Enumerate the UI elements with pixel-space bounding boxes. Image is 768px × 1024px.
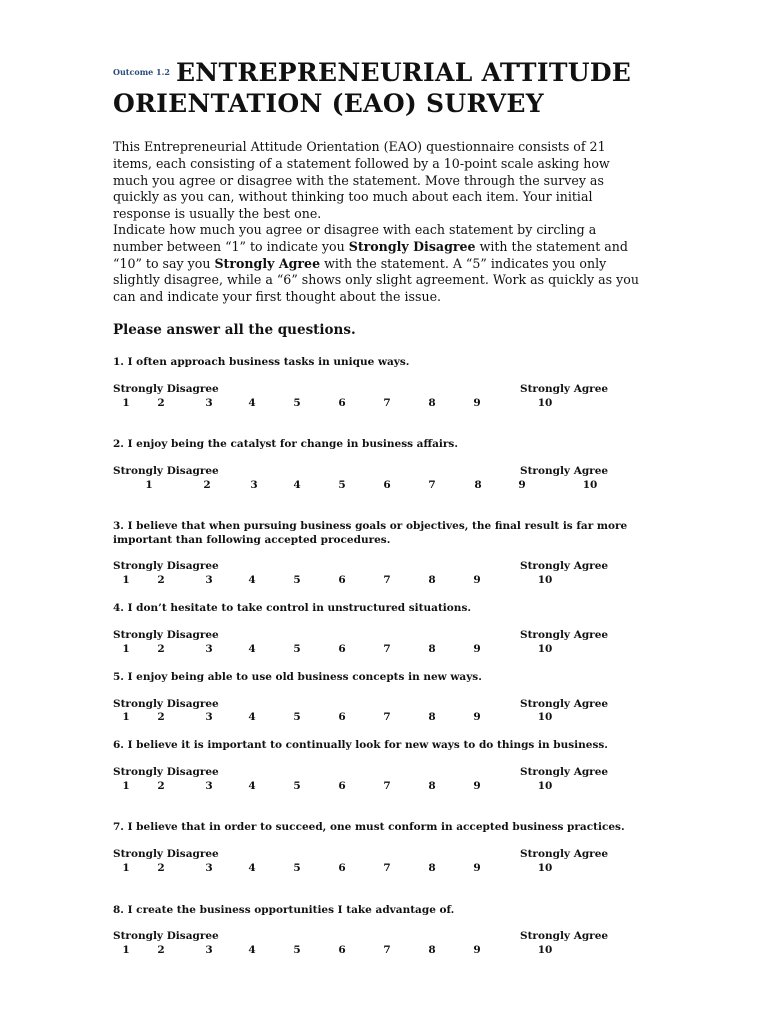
q2-rating-10[interactable]: 10 [582, 479, 598, 491]
q2-rating-1[interactable]: 1 [145, 479, 153, 491]
q8-rating-2[interactable]: 2 [157, 944, 165, 956]
q8-rating-3[interactable]: 3 [205, 944, 213, 956]
q8-rating-1[interactable]: 1 [122, 944, 130, 956]
q2-strongly-agree-label: Strongly Agree [520, 465, 609, 477]
q6-rating-3[interactable]: 3 [205, 780, 213, 792]
q3-rating-8[interactable]: 8 [428, 574, 436, 586]
q5-rating-3[interactable]: 3 [205, 711, 213, 723]
question-7: 7. I believe that in order to succeed, one must conform in accepted business practices. [113, 821, 625, 833]
q5-rating-7[interactable]: 7 [383, 711, 391, 723]
q4-rating-10[interactable]: 10 [537, 643, 553, 655]
q6-rating-7[interactable]: 7 [383, 780, 391, 792]
q6-rating-2[interactable]: 2 [157, 780, 165, 792]
q4-strongly-disagree-label: Strongly Disagree [113, 629, 219, 641]
intro-paragraph-2: Indicate how much you agree or disagree with each statement by circling a number between “1” to indicate you Strongly Disagree with the statement and “10” to say you Strongly Agree with the statement. A “5” indicates you only slightly disagree, while a “6” shows only slight agreement. Work as quickly as you can and indicate your first thought about the issue. [113, 222, 639, 305]
q7-rating-9[interactable]: 9 [473, 862, 481, 874]
q8-rating-6[interactable]: 6 [338, 944, 346, 956]
q7-rating-5[interactable]: 5 [293, 862, 301, 874]
q5-rating-10[interactable]: 10 [537, 711, 553, 723]
q4-rating-6[interactable]: 6 [338, 643, 346, 655]
q8-rating-5[interactable]: 5 [293, 944, 301, 956]
question-3: 3. I believe that when pursuing business goals or objectives, the final result is far more important than following accepted procedures. [113, 520, 628, 546]
q4-rating-2[interactable]: 2 [157, 643, 165, 655]
q8-rating-4[interactable]: 4 [248, 944, 256, 956]
q3-rating-1[interactable]: 1 [122, 574, 130, 586]
strongly-disagree-emphasis: Strongly Disagree [348, 238, 476, 254]
q1-strongly-disagree-label: Strongly Disagree [113, 383, 219, 395]
q5-rating-1[interactable]: 1 [122, 711, 130, 723]
q5-rating-9[interactable]: 9 [473, 711, 481, 723]
q7-rating-10[interactable]: 10 [537, 862, 553, 874]
q7-strongly-disagree-label: Strongly Disagree [113, 848, 219, 860]
q1-rating-7[interactable]: 7 [383, 397, 391, 409]
q7-rating-8[interactable]: 8 [428, 862, 436, 874]
q3-rating-2[interactable]: 2 [157, 574, 165, 586]
q6-rating-5[interactable]: 5 [293, 780, 301, 792]
q3-rating-3[interactable]: 3 [205, 574, 213, 586]
q5-strongly-disagree-label: Strongly Disagree [113, 698, 219, 710]
q2-rating-4[interactable]: 4 [293, 479, 301, 491]
q2-rating-7[interactable]: 7 [428, 479, 436, 491]
question-4: 4. I don’t hesitate to take control in unstructured situations. [113, 602, 472, 614]
q1-rating-6[interactable]: 6 [338, 397, 346, 409]
question-8: 8. I create the business opportunities I take advantage of. [113, 904, 455, 916]
question-2: 2. I enjoy being the catalyst for change in business affairs. [113, 438, 458, 450]
q2-rating-8[interactable]: 8 [474, 479, 482, 491]
q2-rating-9[interactable]: 9 [518, 479, 526, 491]
q8-rating-10[interactable]: 10 [537, 944, 553, 956]
q6-rating-9[interactable]: 9 [473, 780, 481, 792]
q8-strongly-agree-label: Strongly Agree [520, 930, 609, 942]
title-line-2: ORIENTATION (EAO) SURVEY [113, 89, 544, 118]
q1-rating-2[interactable]: 2 [157, 397, 165, 409]
q4-rating-8[interactable]: 8 [428, 643, 436, 655]
q1-rating-10[interactable]: 10 [537, 397, 553, 409]
q6-rating-6[interactable]: 6 [338, 780, 346, 792]
q5-rating-2[interactable]: 2 [157, 711, 165, 723]
strongly-agree-emphasis: Strongly Agree [214, 255, 321, 271]
q1-strongly-agree-label: Strongly Agree [520, 383, 609, 395]
outcome-label: Outcome 1.2 [113, 67, 170, 77]
q8-rating-8[interactable]: 8 [428, 944, 436, 956]
q7-rating-6[interactable]: 6 [338, 862, 346, 874]
q4-rating-9[interactable]: 9 [473, 643, 481, 655]
q7-rating-4[interactable]: 4 [248, 862, 256, 874]
q6-rating-8[interactable]: 8 [428, 780, 436, 792]
q3-rating-5[interactable]: 5 [293, 574, 301, 586]
q5-rating-5[interactable]: 5 [293, 711, 301, 723]
q2-rating-5[interactable]: 5 [338, 479, 346, 491]
q2-rating-2[interactable]: 2 [203, 479, 211, 491]
q3-rating-4[interactable]: 4 [248, 574, 256, 586]
q4-rating-1[interactable]: 1 [122, 643, 130, 655]
question-6: 6. I believe it is important to continually look for new ways to do things in business. [113, 739, 608, 751]
q4-rating-7[interactable]: 7 [383, 643, 391, 655]
q6-rating-1[interactable]: 1 [122, 780, 130, 792]
q5-rating-4[interactable]: 4 [248, 711, 256, 723]
q7-rating-7[interactable]: 7 [383, 862, 391, 874]
q3-rating-10[interactable]: 10 [537, 574, 553, 586]
q7-rating-2[interactable]: 2 [157, 862, 165, 874]
q3-rating-6[interactable]: 6 [338, 574, 346, 586]
q5-strongly-agree-label: Strongly Agree [520, 698, 609, 710]
q1-rating-3[interactable]: 3 [205, 397, 213, 409]
q1-rating-5[interactable]: 5 [293, 397, 301, 409]
q2-rating-3[interactable]: 3 [250, 479, 258, 491]
q6-strongly-agree-label: Strongly Agree [520, 766, 609, 778]
q8-strongly-disagree-label: Strongly Disagree [113, 930, 219, 942]
q4-strongly-agree-label: Strongly Agree [520, 629, 609, 641]
q3-strongly-disagree-label: Strongly Disagree [113, 560, 219, 572]
q4-rating-3[interactable]: 3 [205, 643, 213, 655]
q6-strongly-disagree-label: Strongly Disagree [113, 766, 219, 778]
title-line-1: ENTREPRENEURIAL ATTITUDE [175, 58, 632, 87]
q3-rating-9[interactable]: 9 [473, 574, 481, 586]
q7-rating-3[interactable]: 3 [205, 862, 213, 874]
q2-strongly-disagree-label: Strongly Disagree [113, 465, 219, 477]
q6-rating-10[interactable]: 10 [537, 780, 553, 792]
question-1: 1. I often approach business tasks in unique ways. [113, 356, 410, 368]
q6-rating-4[interactable]: 4 [248, 780, 256, 792]
q5-rating-6[interactable]: 6 [338, 711, 346, 723]
q8-rating-7[interactable]: 7 [383, 944, 391, 956]
q7-rating-1[interactable]: 1 [122, 862, 130, 874]
q1-rating-4[interactable]: 4 [248, 397, 256, 409]
intro-paragraph-1: This Entrepreneurial Attitude Orientation (EAO) questionnaire consists of 21 items, each consisting of a statement followed by a 10-point scale asking how much you agree or disagree with the statement. Move through the survey as quickly as you can, without thinking too much about each item. Your initial response is usually the best one. [113, 139, 610, 222]
instruction-heading: Please answer all the questions. [113, 322, 356, 338]
survey-heading [113, 58, 673, 118]
q4-rating-5[interactable]: 5 [293, 643, 301, 655]
q5-rating-8[interactable]: 8 [428, 711, 436, 723]
q1-rating-1[interactable]: 1 [122, 397, 130, 409]
question-5: 5. I enjoy being able to use old business concepts in new ways. [113, 671, 482, 683]
q3-rating-7[interactable]: 7 [383, 574, 391, 586]
q1-rating-8[interactable]: 8 [428, 397, 436, 409]
q4-rating-4[interactable]: 4 [248, 643, 256, 655]
q2-rating-6[interactable]: 6 [383, 479, 391, 491]
q7-strongly-agree-label: Strongly Agree [520, 848, 609, 860]
q3-strongly-agree-label: Strongly Agree [520, 560, 609, 572]
q8-rating-9[interactable]: 9 [473, 944, 481, 956]
q1-rating-9[interactable]: 9 [473, 397, 481, 409]
